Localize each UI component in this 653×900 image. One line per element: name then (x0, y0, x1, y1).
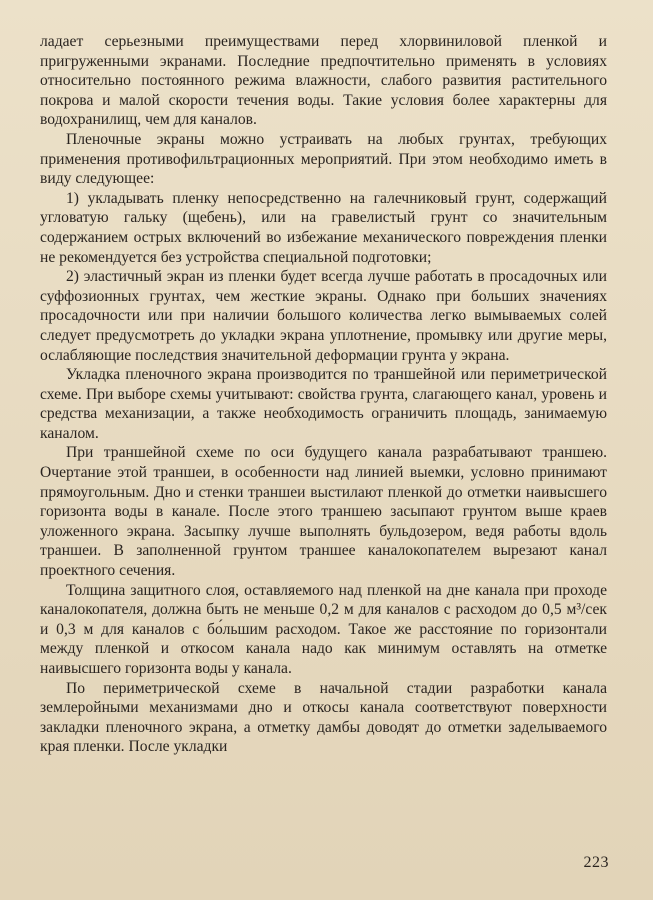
paragraph-8: По периметрической схеме в начальной стадии разработки канала землеройными механизмами дно и откосы канала соответствуют поверхности закладки пленочного экрана, а отметку дамбы доводят до отметки заделываемого края пленки. После укладки (40, 679, 607, 756)
paragraph-1: ладает серьезными преимуществами перед хлорвиниловой пленкой и пригруженными экранами. Последние предпочтительно применять в условиях относительно постоянного режима влажности, слабого развития растительного покрова и малой скорости течения воды. Такие условия более характерны для водохранилищ, чем для каналов. (40, 33, 607, 129)
paragraph-4: 2) эластичный экран из пленки будет всегда лучше работать в просадочных или суффозионных грунтах, чем жесткие экраны. Однако при больших значениях просадочности или при наличии большого количества легко вымываемых солей следует предусмотреть до укладки экрана уплотнение, промывку или другие меры, ослабляющие последствия значительной деформации грунта у экрана. (40, 268, 607, 364)
paragraph-2: Пленочные экраны можно устраивать на любых грунтах, требующих применения противофильтрационных мероприятий. При этом необходимо иметь в виду следующее: (40, 130, 607, 188)
paragraph-6: При траншейной схеме по оси будущего канала разрабатывают траншею. Очертание этой траншеи, в особенности над линией выемки, условно принимают прямоугольным. Дно и стенки траншеи выстилают пленкой до отметки наивысшего горизонта воды в канале. После этого траншею засыпают грунтом выше краев уложенного экрана. Засыпку лучше выполнять бульдозером, ведя работы вдоль траншеи. В заполненной грунтом траншее каналокопателем вырезают канал проектного сечения. (40, 444, 607, 580)
paragraph-3: 1) укладывать пленку непосредственно на галечниковый грунт, содержащий угловатую гальку (щебень), или на гравелистый грунт со значительным содержанием острых включений во избежание механического повреждения пленки не рекомендуется без устройства специальной подготовки; (40, 189, 607, 266)
paragraph-7: Толщина защитного слоя, оставляемого над пленкой на дне канала при проходе каналокопателя, должна быть не меньше 0,2 м для каналов с расходом до 0,5 м³/сек и 0,3 м для каналов с бо́льшим расходом. Такое же расстояние по горизонтали между пленкой и откосом канала надо как минимум оставлять на отметке наивысшего горизонта воды у канала. (40, 581, 607, 677)
page-number: 223 (583, 854, 609, 871)
body-text (40, 32, 607, 757)
paragraph-5: Укладка пленочного экрана производится по траншейной или периметрической схеме. При выборе схемы учитывают: свойства грунта, слагающего канал, уровень и средства механизации, а также необходимость ограничить площадь, занимаемую каналом. (40, 366, 607, 442)
